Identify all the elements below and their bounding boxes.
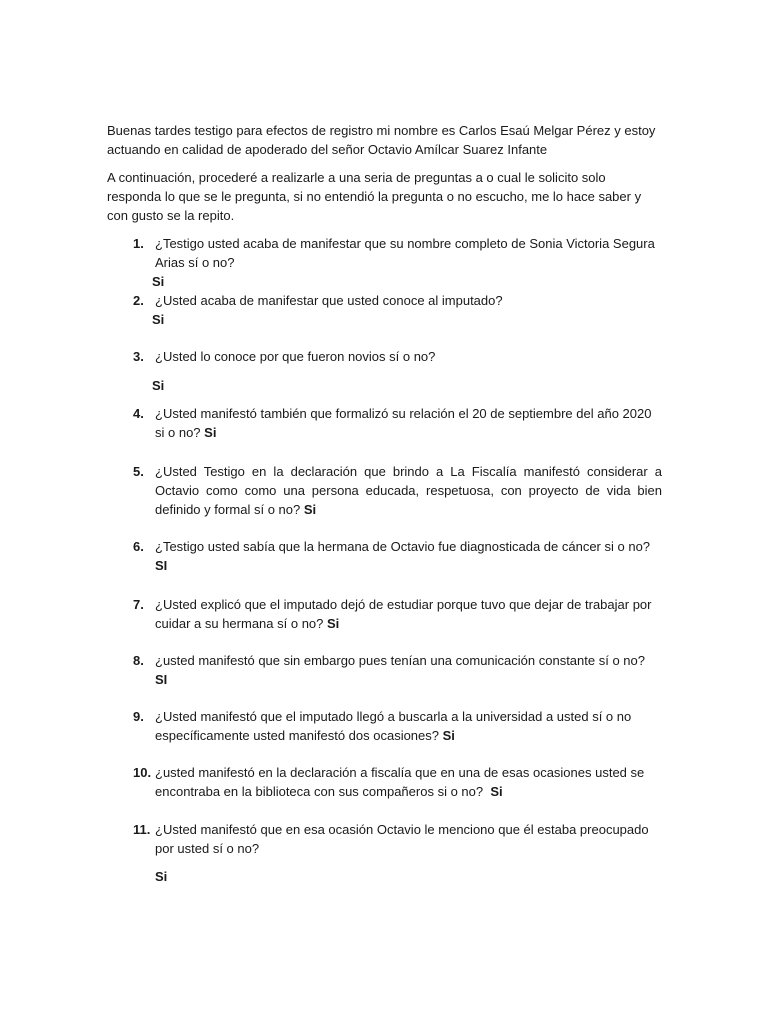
answer-9: Si (442, 728, 455, 743)
question-text: ¿Usted manifestó que el imputado llegó a buscarla a la universidad a usted sí o no específicamente usted manifestó dos ocasiones? Si (155, 709, 632, 743)
question-text: ¿Usted Testigo en la declaración que brindo a La Fiscalía manifestó considerar a Octavio como como una persona educada, respetuosa, con proyecto de vida bien definido y formal sí o no? Si (155, 464, 662, 517)
answer-2: Si (152, 312, 165, 327)
question-text: ¿usted manifestó en la declaración a fiscalía que en una de esas ocasiones usted se encontraba en la biblioteca con sus compañeros si o no? Si (155, 765, 645, 799)
question-number: 2. (133, 293, 144, 308)
question-text: ¿Usted manifestó también que formalizó su relación el 20 de septiembre del año 2020 si o no? Si (155, 406, 652, 440)
question-number: 3. (133, 349, 144, 364)
answer-4: Si (204, 425, 217, 440)
question-number: 11. (133, 822, 151, 837)
question-number: 10. (133, 765, 152, 780)
answer-6: SI (155, 558, 168, 573)
question-number: 5. (133, 464, 144, 479)
question-number: 4. (133, 406, 144, 421)
question-number: 6. (133, 539, 144, 554)
question-text: ¿Usted manifestó que en esa ocasión Octavio le menciono que él estaba preocupado por usted sí o no? (155, 822, 649, 856)
answer-11: Si (155, 869, 168, 884)
question-text: ¿Usted lo conoce por que fueron novios sí o no? (155, 349, 436, 364)
intro-paragraph-2: A continuación, procederé a realizarle a una seria de preguntas a o cual le solicito solo responda lo que se le pregunta, si no entendió la pregunta o no escucho, me lo hace saber y con gusto se la repito. (107, 170, 642, 223)
question-number: 9. (133, 709, 144, 724)
question-number: 8. (133, 653, 144, 668)
question-number: 1. (133, 236, 144, 251)
intro-paragraph-1: Buenas tardes testigo para efectos de registro mi nombre es Carlos Esaú Melgar Pérez y estoy actuando en calidad de apoderado del señor Octavio Amílcar Suarez Infante (107, 123, 656, 157)
answer-10: Si (490, 784, 503, 799)
answer-1: Si (152, 274, 165, 289)
question-number: 7. (133, 597, 144, 612)
answer-5: Si (303, 502, 317, 517)
answer-7: Si (327, 616, 340, 631)
question-text: ¿usted manifestó que sin embargo pues tenían una comunicación constante sí o no? (155, 653, 645, 668)
question-text: ¿Testigo usted sabía que la hermana de Octavio fue diagnosticada de cáncer si o no? SI (155, 539, 651, 573)
question-text: ¿Usted explicó que el imputado dejó de estudiar porque tuvo que dejar de trabajar por cuidar a su hermana sí o no? Si (155, 597, 652, 631)
question-text: ¿Testigo usted acaba de manifestar que su nombre completo de Sonia Victoria Segura Arias sí o no? (155, 236, 655, 270)
answer-8: SI (155, 672, 168, 687)
question-text: ¿Usted acaba de manifestar que usted conoce al imputado? (155, 293, 503, 308)
answer-3: Si (152, 378, 165, 393)
